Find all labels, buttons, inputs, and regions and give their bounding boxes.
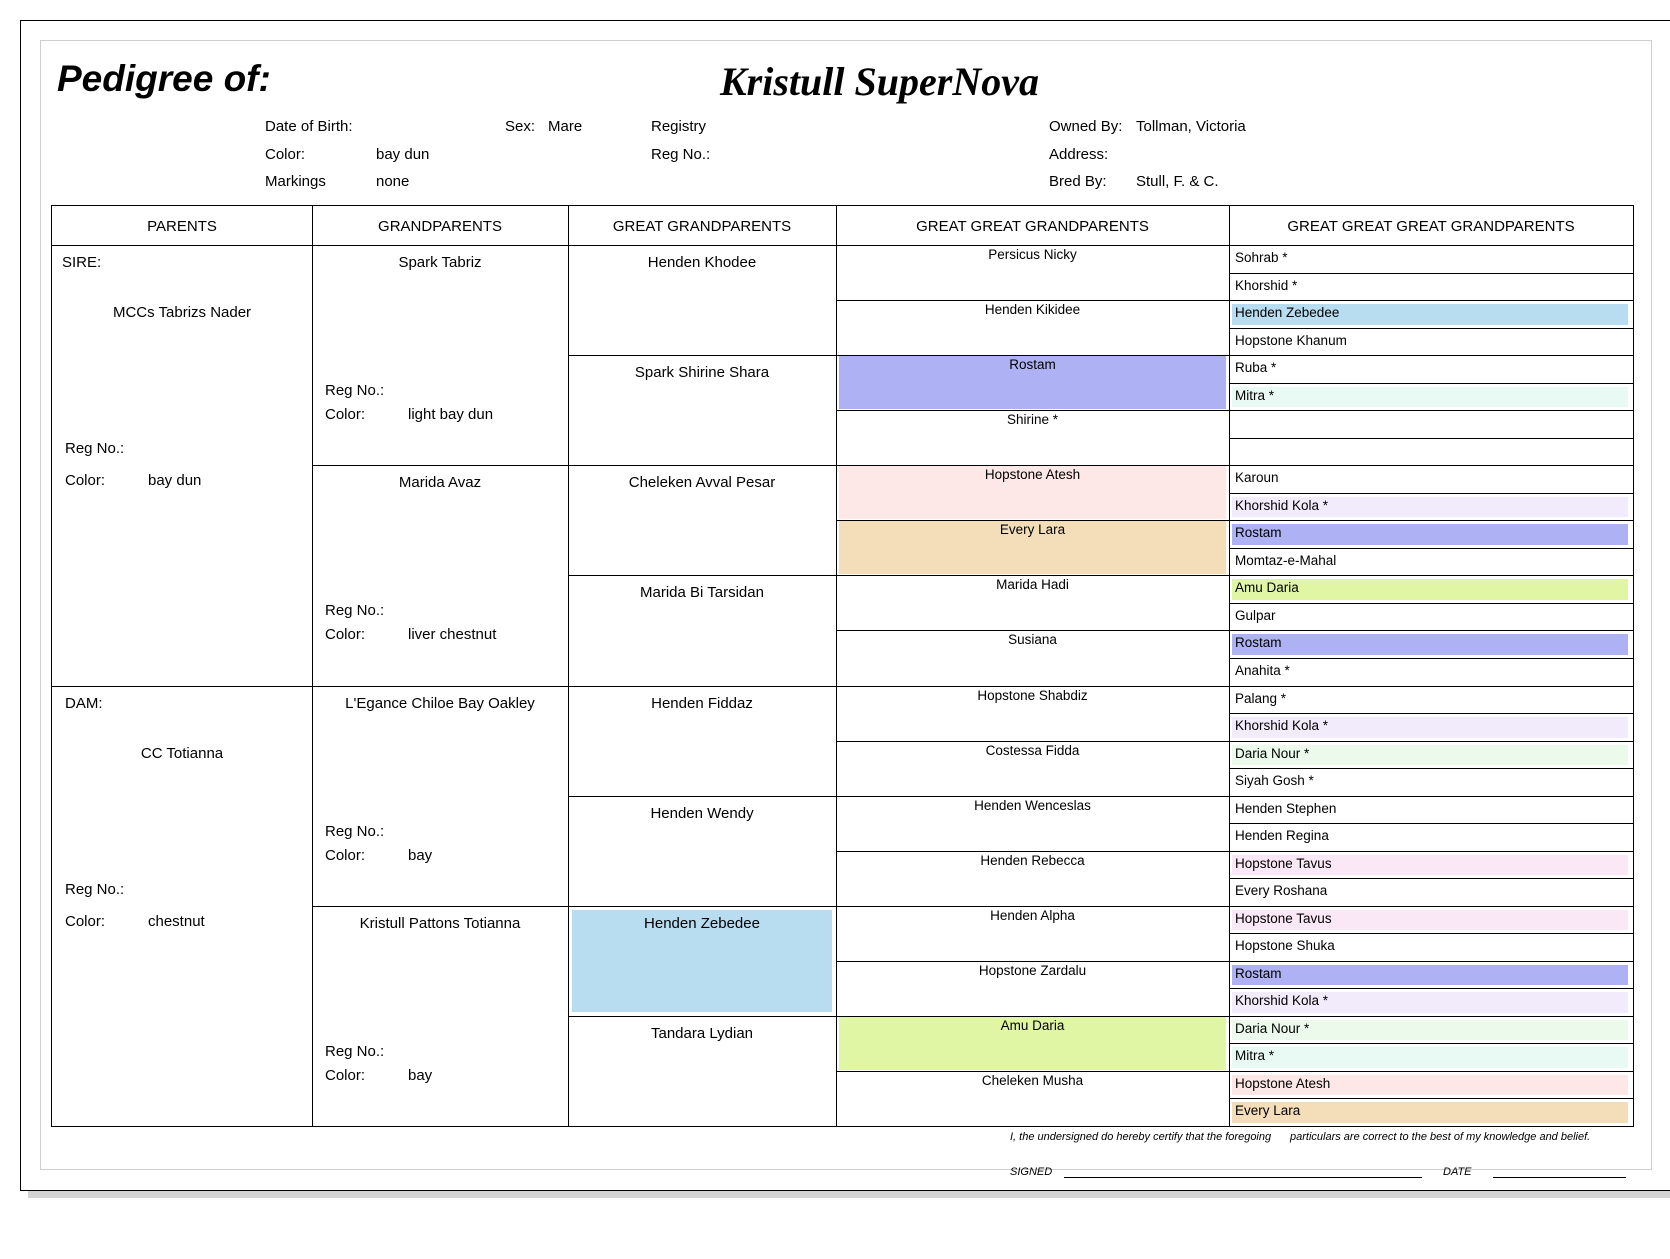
column-header: GRANDPARENTS bbox=[378, 218, 502, 235]
registry-label: Registry bbox=[651, 118, 707, 135]
row-divider bbox=[1229, 713, 1633, 714]
gg-grandparent-name[interactable]: Henden Wenceslas bbox=[974, 797, 1091, 813]
grandparent-name[interactable]: L'Egance Chiloe Bay Oakley bbox=[345, 694, 535, 712]
ggg-grandparent-name[interactable]: Khorshid Kola * bbox=[1235, 993, 1329, 1009]
gg-grandparent-name[interactable]: Hopstone Shabdiz bbox=[977, 687, 1088, 703]
ggg-grandparent-name[interactable]: Momtaz-e-Mahal bbox=[1235, 552, 1337, 568]
row-divider bbox=[1229, 686, 1633, 687]
ggg-grandparent-name[interactable]: Every Lara bbox=[1235, 1103, 1301, 1119]
reg-no-label: Reg No.: bbox=[651, 146, 711, 163]
pedigree-table bbox=[51, 205, 1634, 1127]
column-header: GREAT GREAT GREAT GRANDPARENTS bbox=[1287, 218, 1575, 235]
column-header: GREAT GRANDPARENTS bbox=[612, 218, 792, 235]
ggg-grandparent-name[interactable]: Mitra * bbox=[1235, 387, 1275, 403]
ggg-grandparent-name[interactable]: Amu Daria bbox=[1235, 580, 1299, 596]
sex-label: Sex: bbox=[505, 118, 536, 135]
ggg-grandparent-name[interactable]: Ruba * bbox=[1235, 360, 1277, 376]
row-divider bbox=[1229, 988, 1633, 989]
highlight-fill bbox=[1232, 524, 1628, 545]
row-divider bbox=[1229, 1098, 1633, 1099]
row-divider bbox=[1229, 465, 1633, 466]
highlight-fill bbox=[1232, 634, 1628, 655]
great-grandparent-name[interactable]: Henden Wendy bbox=[650, 804, 754, 822]
column-divider bbox=[312, 206, 313, 1126]
dam-label: DAM: bbox=[65, 694, 103, 712]
row-divider bbox=[1229, 355, 1633, 356]
gg-grandparent-name[interactable]: Persicus Nicky bbox=[988, 247, 1077, 262]
row-divider bbox=[1229, 493, 1633, 494]
sire-label: SIRE: bbox=[62, 254, 102, 271]
row-divider bbox=[1229, 575, 1633, 576]
parent-reg-label: Reg No.: bbox=[65, 440, 125, 457]
column-divider bbox=[836, 206, 837, 1126]
row-divider bbox=[1229, 273, 1633, 274]
column-header: GREAT GREAT GRANDPARENTS bbox=[916, 218, 1149, 235]
parent-reg-label: Reg No.: bbox=[65, 880, 125, 898]
row-divider bbox=[1229, 300, 1633, 301]
column-divider bbox=[568, 206, 569, 1126]
grandparent-color-value: bay bbox=[408, 1066, 433, 1084]
parent-name[interactable]: MCCs Tabrizs Nader bbox=[112, 304, 252, 321]
row-divider bbox=[1229, 1043, 1633, 1044]
markings-label: Markings bbox=[265, 173, 326, 190]
row-divider bbox=[1229, 548, 1633, 549]
row-divider bbox=[1229, 878, 1633, 879]
ggg-grandparent-name[interactable]: Daria Nour * bbox=[1235, 1020, 1310, 1036]
ggg-grandparent-name[interactable]: Khorshid Kola * bbox=[1235, 718, 1329, 734]
gg-grandparent-name[interactable]: Henden Rebecca bbox=[980, 852, 1085, 868]
gg-grandparent-name[interactable]: Susiana bbox=[1008, 632, 1057, 648]
ggg-grandparent-name[interactable]: Daria Nour * bbox=[1235, 745, 1310, 761]
signature-line[interactable] bbox=[1064, 1177, 1422, 1178]
grandparent-reg-label: Reg No.: bbox=[325, 602, 385, 620]
grandparent-color-label: Color: bbox=[325, 1066, 366, 1084]
row-divider bbox=[1229, 630, 1633, 631]
ggg-grandparent-name[interactable]: Hopstone Atesh bbox=[1235, 1075, 1331, 1091]
ggg-grandparent-name[interactable]: Henden Regina bbox=[1235, 828, 1329, 844]
great-grandparent-name[interactable]: Henden Khodee bbox=[647, 254, 757, 271]
ggg-grandparent-name[interactable]: Hopstone Khanum bbox=[1235, 332, 1347, 348]
sex-value: Mare bbox=[548, 118, 583, 135]
ggg-grandparent-name[interactable]: Anahita * bbox=[1235, 662, 1290, 678]
gg-grandparent-name[interactable]: Henden Kikidee bbox=[984, 302, 1081, 318]
gg-grandparent-name[interactable]: Marida Hadi bbox=[996, 577, 1069, 593]
grandparent-name[interactable]: Kristull Pattons Totianna bbox=[359, 914, 521, 932]
ggg-grandparent-name[interactable]: Khorshid * bbox=[1235, 277, 1298, 293]
grandparent-color-label: Color: bbox=[325, 846, 366, 864]
ggg-grandparent-name[interactable]: Khorshid Kola * bbox=[1235, 497, 1329, 513]
parent-name[interactable]: CC Totianna bbox=[140, 744, 224, 762]
ggg-grandparent-name[interactable]: Siyah Gosh * bbox=[1235, 773, 1314, 789]
grandparent-reg-label: Reg No.: bbox=[325, 1042, 385, 1060]
ggg-grandparent-name[interactable]: Mitra * bbox=[1235, 1048, 1275, 1064]
ggg-grandparent-name[interactable]: Henden Zebedee bbox=[1235, 305, 1340, 321]
row-divider bbox=[1229, 741, 1633, 742]
ggg-grandparent-name[interactable]: Rostam bbox=[1235, 525, 1282, 541]
great-grandparent-name[interactable]: Spark Shirine Shara bbox=[634, 364, 770, 382]
ggg-grandparent-name[interactable]: Henden Stephen bbox=[1235, 800, 1337, 816]
ggg-grandparent-name[interactable]: Hopstone Shuka bbox=[1235, 938, 1335, 954]
ggg-grandparent-name[interactable]: Every Roshana bbox=[1235, 883, 1328, 899]
row-divider bbox=[1229, 796, 1633, 797]
dob-label: Date of Birth: bbox=[265, 118, 353, 135]
ggg-grandparent-name[interactable]: Hopstone Tavus bbox=[1235, 910, 1332, 926]
ggg-grandparent-name[interactable]: Gulpar bbox=[1235, 607, 1276, 623]
column-header: PARENTS bbox=[147, 218, 217, 235]
certification-text-1: I, the undersigned do hereby certify that the foregoing bbox=[1010, 1131, 1272, 1143]
bred-by-label: Bred By: bbox=[1049, 173, 1107, 190]
row-divider bbox=[1229, 520, 1633, 521]
grandparent-color-value: light bay dun bbox=[408, 406, 494, 423]
gg-grandparent-name[interactable]: Cheleken Musha bbox=[981, 1072, 1084, 1088]
ggg-grandparent-name[interactable]: Hopstone Tavus bbox=[1235, 855, 1332, 871]
row-divider bbox=[1229, 851, 1633, 852]
page-shadow bbox=[28, 1190, 1670, 1198]
grandparent-color-value: liver chestnut bbox=[408, 626, 497, 644]
highlight-fill bbox=[1232, 1047, 1628, 1068]
horse-name: Kristull SuperNova bbox=[720, 59, 1039, 104]
gg-grandparent-name[interactable]: Rostam bbox=[1009, 357, 1056, 373]
markings-value: none bbox=[376, 173, 410, 190]
gg-grandparent-name[interactable]: Henden Alpha bbox=[990, 907, 1075, 923]
parent-color-value: chestnut bbox=[148, 912, 205, 930]
ggg-grandparent-name[interactable]: Rostam bbox=[1235, 635, 1282, 651]
great-grandparent-name[interactable]: Cheleken Avval Pesar bbox=[628, 474, 776, 492]
row-divider bbox=[1229, 658, 1633, 659]
row-divider bbox=[1229, 603, 1633, 604]
row-divider bbox=[1229, 823, 1633, 824]
parent-color-label: Color: bbox=[65, 912, 106, 930]
highlight-fill bbox=[1232, 965, 1628, 986]
grandparent-reg-label: Reg No.: bbox=[325, 822, 385, 840]
row-divider bbox=[1229, 438, 1633, 439]
ggg-grandparent-name[interactable]: Sohrab * bbox=[1235, 250, 1288, 265]
page-title: Pedigree of: bbox=[57, 58, 271, 99]
great-grandparent-name[interactable]: Henden Fiddaz bbox=[651, 694, 753, 712]
row-divider bbox=[1229, 906, 1633, 907]
grandparent-name[interactable]: Spark Tabriz bbox=[398, 254, 482, 271]
row-divider bbox=[1229, 1071, 1633, 1072]
row-divider bbox=[1229, 410, 1633, 411]
grandparent-name[interactable]: Marida Avaz bbox=[398, 474, 482, 492]
gg-grandparent-name[interactable]: Hopstone Zardalu bbox=[978, 962, 1087, 978]
row-divider bbox=[1229, 383, 1633, 384]
certification-text-2: particulars are correct to the best of my knowledge and belief. bbox=[1290, 1131, 1591, 1143]
parent-color-value: bay dun bbox=[148, 472, 202, 489]
date-line[interactable] bbox=[1493, 1177, 1626, 1178]
signed-label: SIGNED bbox=[1010, 1166, 1053, 1178]
gg-grandparent-name[interactable]: Amu Daria bbox=[1000, 1017, 1065, 1033]
highlight-fill bbox=[1232, 387, 1628, 408]
owned-by-value: Tollman, Victoria bbox=[1136, 118, 1246, 135]
grandparent-reg-label: Reg No.: bbox=[325, 382, 385, 399]
owned-by-label: Owned By: bbox=[1049, 118, 1123, 135]
row-divider bbox=[1229, 328, 1633, 329]
bred-by-value: Stull, F. & C. bbox=[1136, 173, 1219, 190]
ggg-grandparent-name[interactable]: Karoun bbox=[1235, 470, 1279, 486]
grandparent-color-label: Color: bbox=[325, 626, 366, 644]
color-label: Color: bbox=[265, 146, 306, 163]
address-label: Address: bbox=[1049, 146, 1109, 163]
date-label: DATE bbox=[1443, 1166, 1472, 1178]
grandparent-color-label: Color: bbox=[325, 406, 366, 423]
row-divider bbox=[1229, 933, 1633, 934]
gg-grandparent-name[interactable]: Costessa Fidda bbox=[985, 742, 1080, 758]
great-grandparent-name[interactable]: Tandara Lydian bbox=[650, 1024, 754, 1042]
gg-grandparent-name[interactable]: Hopstone Atesh bbox=[984, 467, 1081, 483]
header-divider bbox=[52, 245, 1633, 246]
great-grandparent-name[interactable]: Henden Zebedee bbox=[644, 914, 760, 932]
gg-grandparent-name[interactable]: Shirine * bbox=[1006, 412, 1059, 428]
color-value: bay dun bbox=[376, 146, 430, 163]
grandparent-color-value: bay bbox=[408, 846, 433, 864]
parent-color-label: Color: bbox=[65, 472, 106, 489]
row-divider bbox=[1229, 768, 1633, 769]
ggg-grandparent-name[interactable]: Palang * bbox=[1235, 690, 1287, 706]
row-divider bbox=[1229, 1016, 1633, 1017]
gg-grandparent-name[interactable]: Every Lara bbox=[999, 522, 1066, 538]
great-grandparent-name[interactable]: Marida Bi Tarsidan bbox=[640, 584, 764, 602]
ggg-grandparent-name[interactable]: Rostam bbox=[1235, 965, 1282, 981]
row-divider bbox=[1229, 961, 1633, 962]
